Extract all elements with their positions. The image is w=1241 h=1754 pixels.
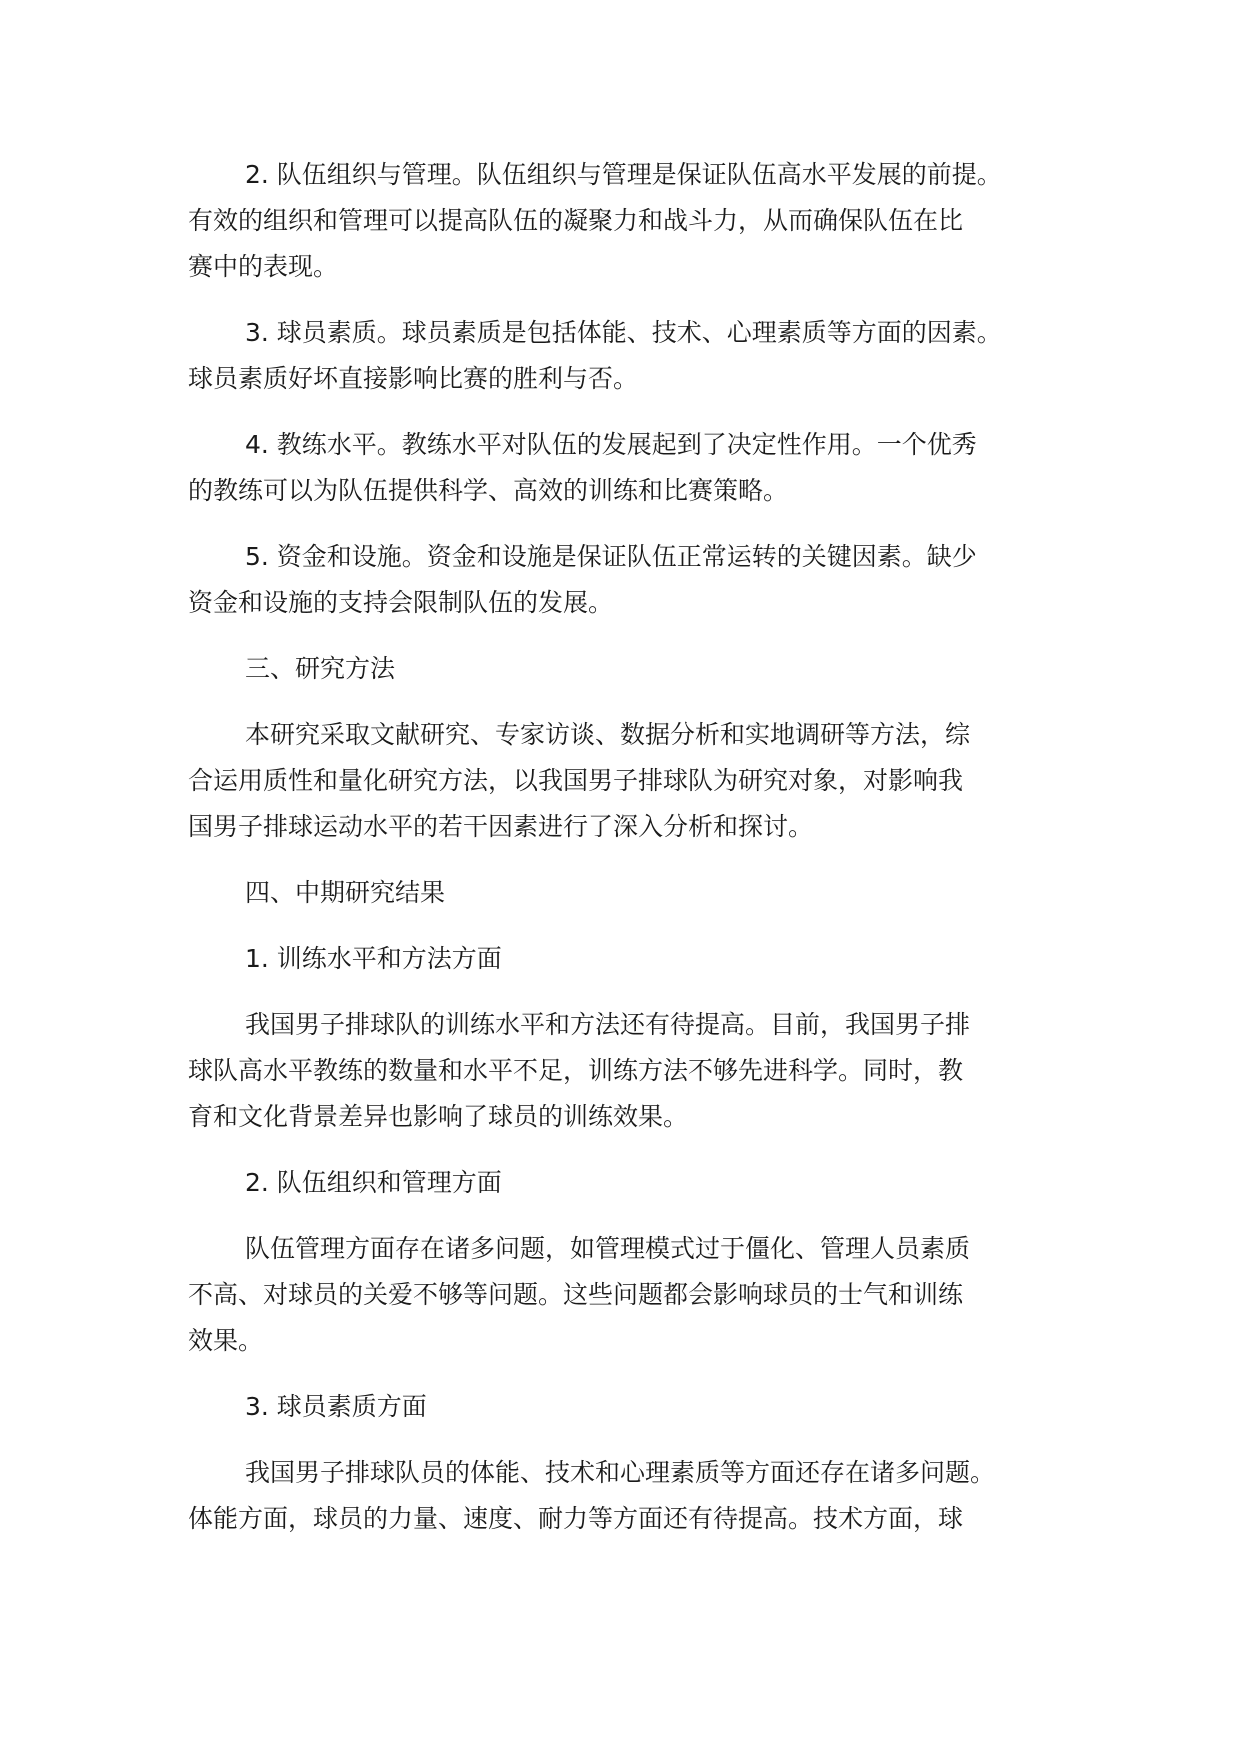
text-line: 育和文化背景差异也影响了球员的训练效果。 [188,1102,689,1131]
text-line: 我国男子排球队员的体能、技术和心理素质等方面还存在诸多问题。 [245,1458,996,1487]
text-line: 球队高水平教练的数量和水平不足，训练方法不够先进科学。同时，教 [188,1056,964,1085]
heading-text: 3. 球员素质方面 [245,1392,427,1421]
text-line: 3. 球员素质。球员素质是包括体能、技术、心理素质等方面的因素。 [245,318,1002,347]
paragraph-player-quality [188,310,1068,402]
text-line: 合运用质性和量化研究方法，以我国男子排球队为研究对象，对影响我 [188,766,964,795]
text-line: 队伍管理方面存在诸多问题，如管理模式过于僵化、管理人员素质 [245,1234,971,1263]
text-line: 体能方面，球员的力量、速度、耐力等方面还有待提高。技术方面，球 [188,1504,964,1533]
paragraph-team-organization [188,152,1068,290]
document-page [188,152,1068,1562]
heading-text: 2. 队伍组织和管理方面 [245,1168,502,1197]
text-line: 资金和设施的支持会限制队伍的发展。 [188,588,614,617]
text-line: 本研究采取文献研究、专家访谈、数据分析和实地调研等方法，综 [245,720,971,749]
paragraph-funding-facilities [188,534,1068,626]
heading-text: 四、中期研究结果 [245,878,446,907]
paragraph-team-management [188,1226,1068,1364]
section-heading-interim-results [188,870,1068,916]
text-line: 不高、对球员的关爱不够等问题。这些问题都会影响球员的士气和训练 [188,1280,964,1309]
text-line: 效果。 [188,1326,264,1355]
subheading-training [188,936,1068,982]
paragraph-player-quality-results [188,1450,1068,1542]
text-line: 有效的组织和管理可以提高队伍的凝聚力和战斗力，从而确保队伍在比 [188,206,964,235]
text-line: 5. 资金和设施。资金和设施是保证队伍正常运转的关键因素。缺少 [245,542,977,571]
text-line: 国男子排球运动水平的若干因素进行了深入分析和探讨。 [188,812,814,841]
subheading-player-quality [188,1384,1068,1430]
subheading-team-management [188,1160,1068,1206]
text-line: 球员素质好坏直接影响比赛的胜利与否。 [188,364,639,393]
heading-text: 1. 训练水平和方法方面 [245,944,502,973]
text-line: 赛中的表现。 [188,252,339,281]
text-line: 2. 队伍组织与管理。队伍组织与管理是保证队伍高水平发展的前提。 [245,160,1002,189]
heading-text: 三、研究方法 [245,654,396,683]
paragraph-coach-level [188,422,1068,514]
paragraph-research-methods [188,712,1068,850]
text-line: 4. 教练水平。教练水平对队伍的发展起到了决定性作用。一个优秀 [245,430,977,459]
paragraph-training [188,1002,1068,1140]
section-heading-research-methods [188,646,1068,692]
text-line: 的教练可以为队伍提供科学、高效的训练和比赛策略。 [188,476,789,505]
text-line: 我国男子排球队的训练水平和方法还有待提高。目前，我国男子排 [245,1010,971,1039]
